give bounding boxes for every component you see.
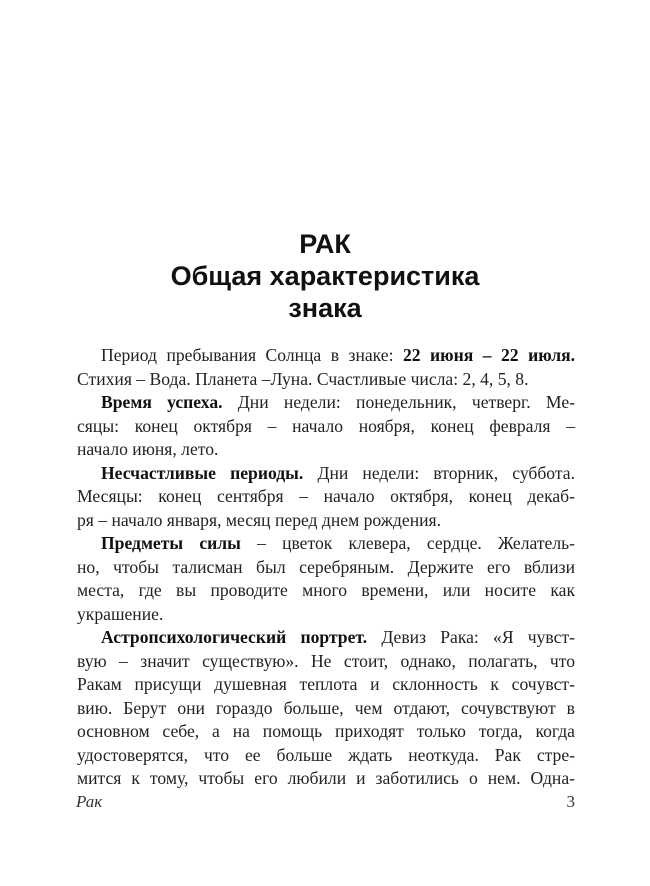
line-text: Дни недели: понедельник, четверг. Ме- [222, 392, 575, 412]
line-text: но, чтобы талисман был серебряным. Держите его вблизи [77, 556, 575, 577]
text-line [77, 650, 575, 674]
line-text: мится к тому, чтобы его любили и заботились о нем. Одна- [77, 768, 575, 788]
section-term-bold: Несчастливые периоды. [101, 462, 304, 483]
text-line [77, 368, 575, 392]
line-text: Месяцы: конец сентября – начало октября, конец декаб- [77, 486, 575, 506]
text-line [77, 744, 575, 768]
text-line [77, 462, 575, 486]
paragraph-power-objects [77, 532, 575, 626]
date-range-bold: 22 июня – 22 июля. [402, 345, 575, 365]
text-line [77, 344, 575, 368]
line-text: вию. Берут они гораздо больше, чем отдают, сочувствуют в [77, 697, 575, 718]
text-line [77, 767, 575, 791]
text-line [77, 603, 575, 627]
text-line [77, 415, 575, 439]
text-line [77, 532, 575, 556]
text-line [77, 720, 575, 744]
heading-subtitle-line2: знака [288, 293, 362, 323]
line-text: удостоверятся, что ее больше ждать неоткуда. Рак стре- [77, 744, 575, 765]
paragraph-sun-period [77, 344, 575, 391]
text-line [77, 673, 575, 697]
line-text: основном себе, а на помощь приходят только тогда, когда [77, 721, 575, 741]
line-text: начало июня, лето. [77, 439, 219, 459]
section-term-bold: Астропсихологический портрет. [101, 627, 368, 647]
text-line [77, 556, 575, 580]
line-text: ря – начало января, месяц перед днем рождения. [77, 509, 442, 530]
line-text: Дни недели: вторник, суббота. [303, 462, 575, 483]
paragraph-unlucky-periods [77, 462, 575, 533]
line-text: места, где вы проводите много времени, или носите как [77, 580, 575, 600]
chapter-heading [0, 228, 650, 324]
heading-subtitle-line1: Общая характеристика [170, 261, 480, 291]
page-number: 3 [566, 792, 575, 811]
text-line [77, 391, 575, 415]
text-line [77, 626, 575, 650]
line-text: вую – значит существую». Не стоит, однако, полагать, что [77, 650, 575, 671]
line-text: Ракам присущи душевная теплота и склонность к сочувст- [77, 674, 575, 694]
paragraph-astro-portrait [77, 626, 575, 791]
line-text: сяцы: конец октября – начало ноября, конец февраля – [77, 415, 575, 436]
line-text: Стихия – Вода. Планета –Луна. Счастливые числа: 2, 4, 5, 8. [77, 368, 529, 389]
section-term-bold: Время успеха. [101, 392, 223, 412]
line-text: украшение. [77, 603, 164, 624]
line-text: Период пребывания Солнца в знаке: [101, 345, 403, 365]
text-line [77, 485, 575, 509]
heading-sign-name: РАК [299, 229, 351, 259]
line-text: – цветок клевера, сердце. Желатель- [240, 533, 575, 553]
body-text [77, 344, 575, 791]
line-text: Девиз Рака: «Я чувст- [367, 627, 575, 647]
text-line [77, 579, 575, 603]
section-term-bold: Предметы силы [101, 533, 241, 553]
text-line [77, 438, 575, 462]
text-line [77, 697, 575, 721]
paragraph-success-time [77, 391, 575, 462]
text-line [77, 509, 575, 533]
running-footer-title: Рак [76, 792, 103, 811]
